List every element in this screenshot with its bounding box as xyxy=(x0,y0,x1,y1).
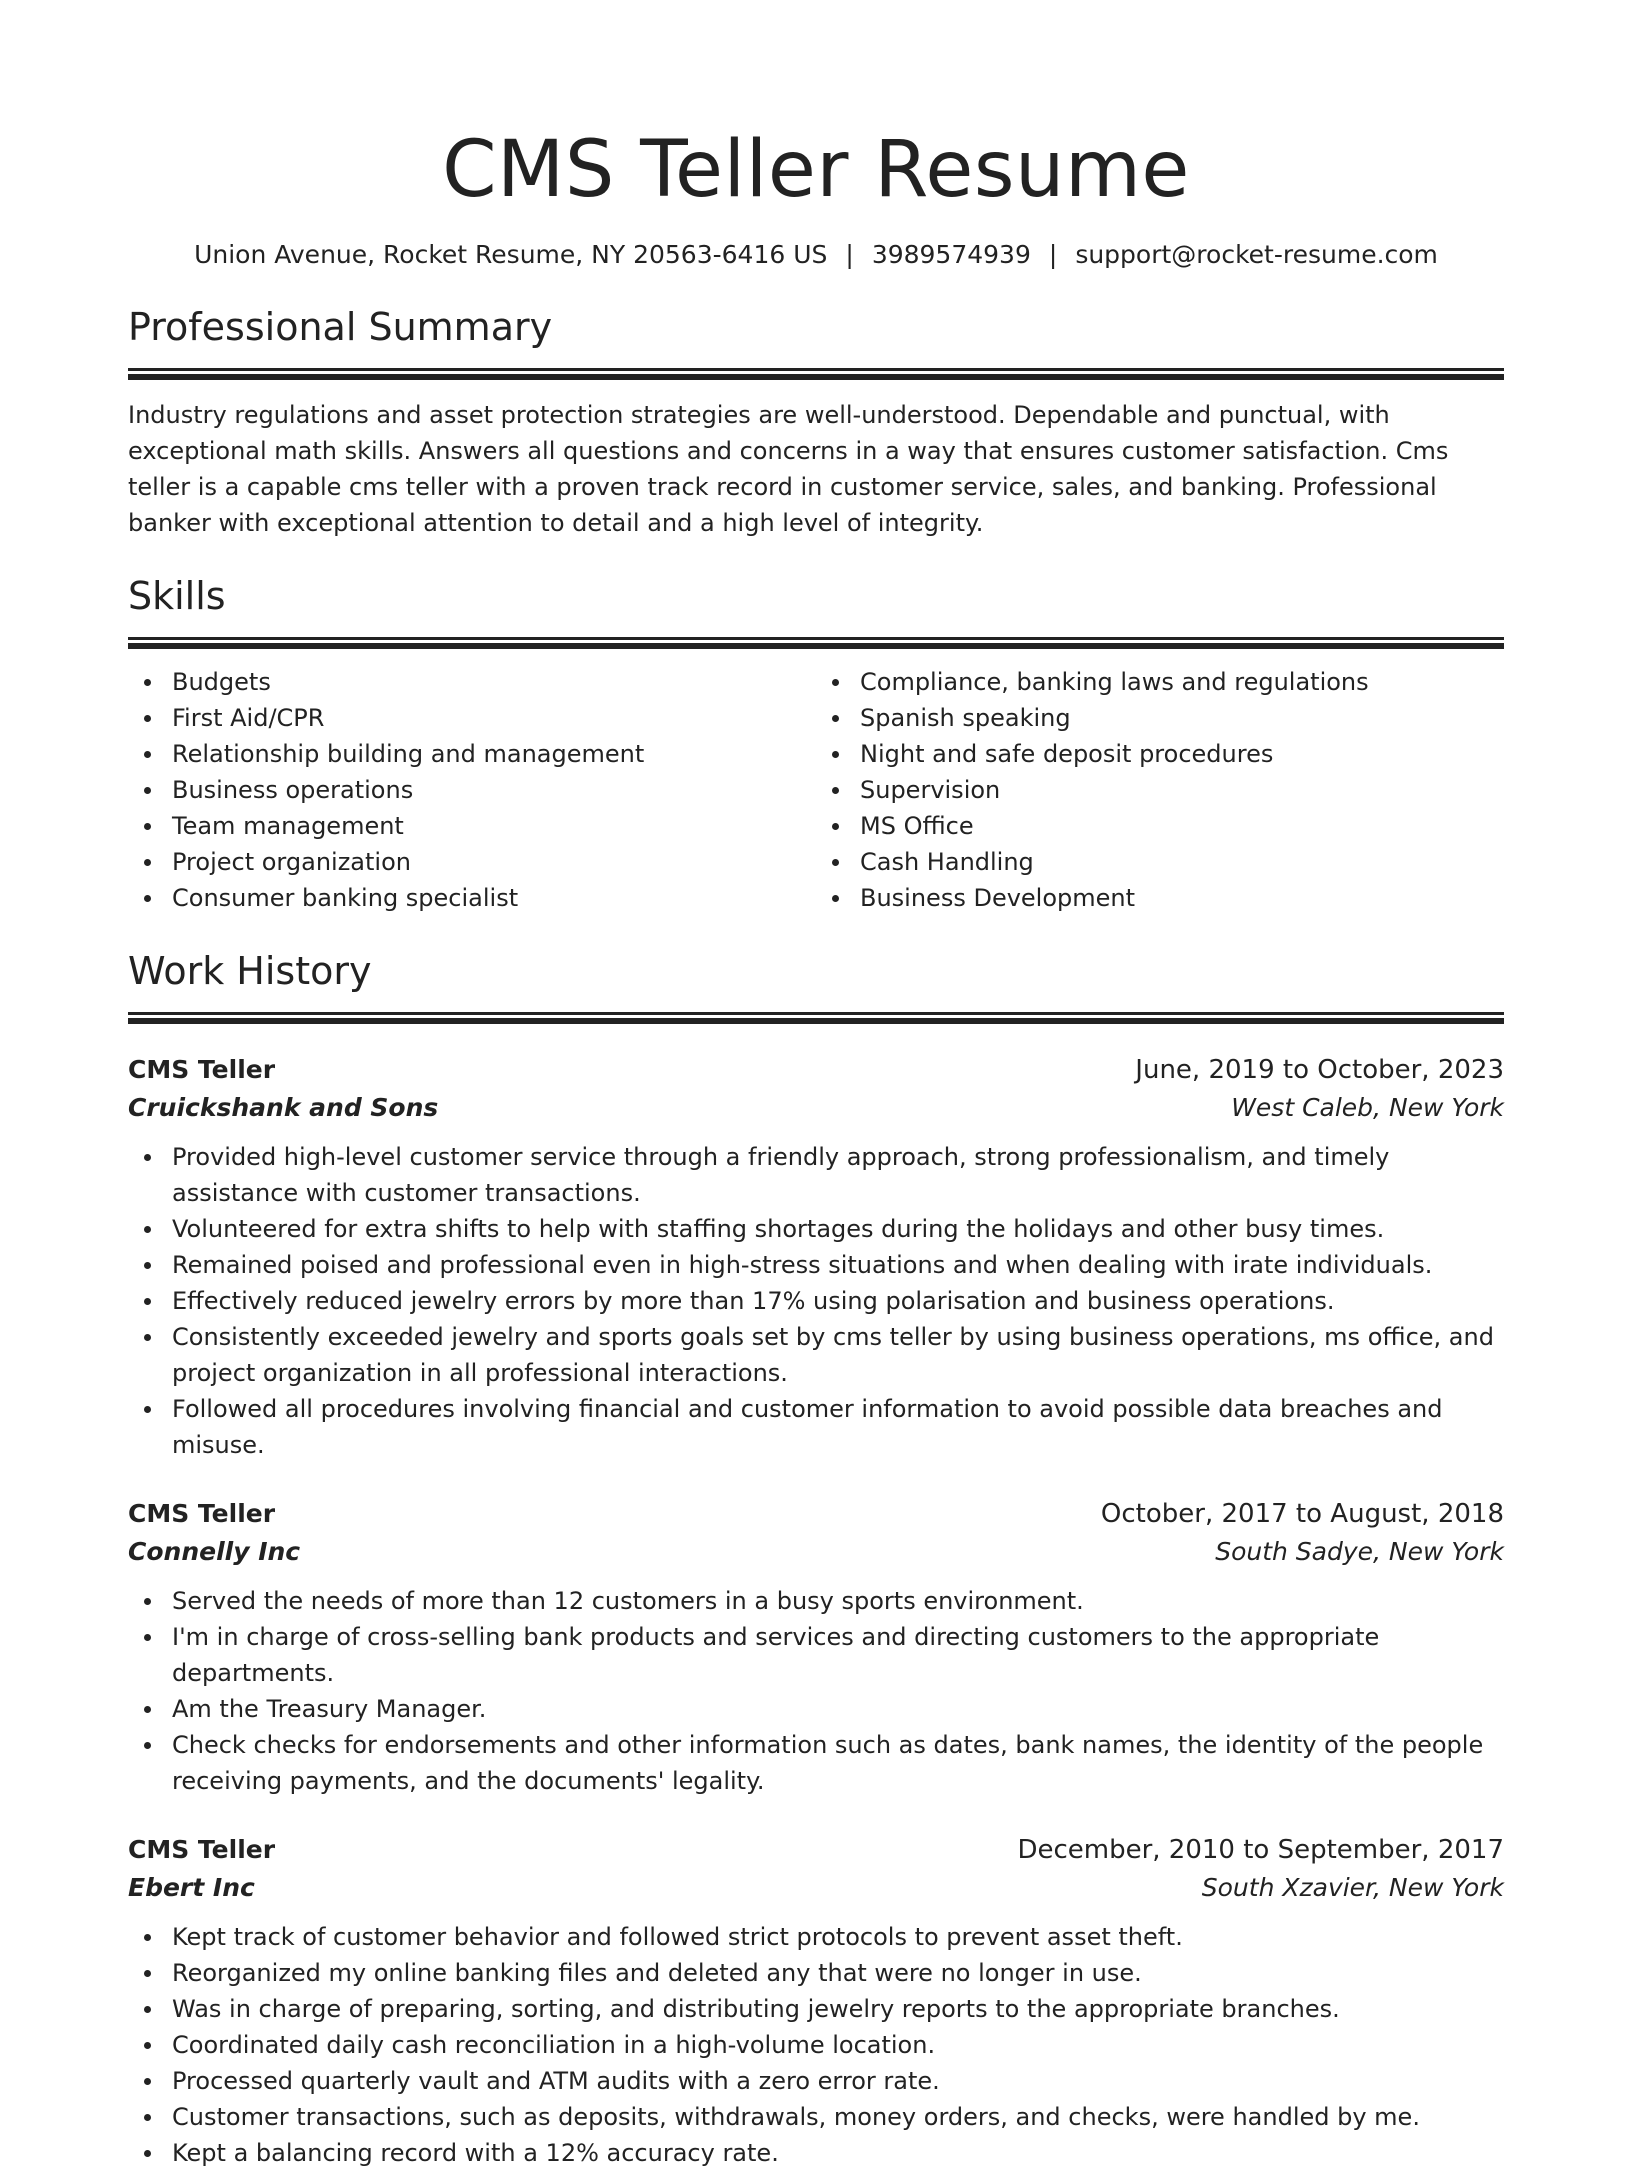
job-bullet: Served the needs of more than 12 customers in a busy sports environment. xyxy=(172,1583,1504,1619)
job-location: South Xzavier, New York xyxy=(1201,1873,1504,1902)
contact-line xyxy=(128,238,1504,272)
job-title: CMS Teller xyxy=(128,1499,276,1528)
summary-heading: Professional Summary xyxy=(128,305,553,349)
job-bullet: Kept track of customer behavior and followed strict protocols to prevent asset theft. xyxy=(172,1919,1504,1955)
job-bullet: Was in charge of preparing, sorting, and distributing jewelry reports to the appropriate branches. xyxy=(172,1991,1504,2027)
job-company: Ebert Inc xyxy=(128,1873,255,1902)
skills-heading: Skills xyxy=(128,574,226,618)
skill-item: MS Office xyxy=(860,808,1504,844)
skill-item: Compliance, banking laws and regulations xyxy=(860,664,1504,700)
contact-phone: 3989574939 xyxy=(871,240,1031,269)
job-bullet: Am the Treasury Manager. xyxy=(172,1691,1504,1727)
section-divider xyxy=(128,1012,1504,1015)
job-bullet: Followed all procedures involving financial and customer information to avoid possible data breaches and misuse. xyxy=(172,1391,1504,1463)
work-history-heading: Work History xyxy=(128,949,372,993)
skill-item: First Aid/CPR xyxy=(172,700,816,736)
job-location: West Caleb, New York xyxy=(1231,1093,1504,1122)
job-dates: December, 2010 to September, 2017 xyxy=(1017,1835,1504,1865)
job-bullets xyxy=(128,1583,1504,1799)
skill-item: Consumer banking specialist xyxy=(172,880,816,916)
job-entry xyxy=(128,1831,1504,2171)
section-divider xyxy=(128,368,1504,371)
skill-item: Team management xyxy=(172,808,816,844)
job-bullet: Reorganized my online banking files and deleted any that were no longer in use. xyxy=(172,1955,1504,1991)
contact-address: Union Avenue, Rocket Resume, NY 20563-6416 US xyxy=(194,240,828,269)
skills-column-right xyxy=(816,664,1504,916)
skill-item: Supervision xyxy=(860,772,1504,808)
job-bullet: Volunteered for extra shifts to help with staffing shortages during the holidays and other busy times. xyxy=(172,1211,1504,1247)
job-bullets xyxy=(128,1139,1504,1463)
skill-item: Business Development xyxy=(860,880,1504,916)
resume-title: CMS Teller Resume xyxy=(442,125,1190,215)
skill-item: Night and safe deposit procedures xyxy=(860,736,1504,772)
job-company: Connelly Inc xyxy=(128,1537,301,1566)
skill-item: Budgets xyxy=(172,664,816,700)
job-bullet: Provided high-level customer service through a friendly approach, strong professionalism, and timely assistance with customer transactions. xyxy=(172,1139,1504,1211)
job-dates: June, 2019 to October, 2023 xyxy=(1135,1055,1504,1085)
job-bullets xyxy=(128,1919,1504,2171)
job-entry xyxy=(128,1051,1504,1463)
job-bullet: Customer transactions, such as deposits, withdrawals, money orders, and checks, were handled by me. xyxy=(172,2099,1504,2135)
job-bullet: Coordinated daily cash reconciliation in a high-volume location. xyxy=(172,2027,1504,2063)
job-title: CMS Teller xyxy=(128,1055,276,1084)
job-bullet: Effectively reduced jewelry errors by more than 17% using polarisation and business operations. xyxy=(172,1283,1504,1319)
skill-item: Business operations xyxy=(172,772,816,808)
job-bullet: Remained poised and professional even in high-stress situations and when dealing with irate individuals. xyxy=(172,1247,1504,1283)
skill-item: Project organization xyxy=(172,844,816,880)
skills-grid xyxy=(128,664,1504,916)
summary-text: Industry regulations and asset protection strategies are well-understood. Dependable and punctual, with exceptional math skills. Answers all questions and concerns in a way that ensures customer satisfaction. Cms teller is a capable cms teller with a proven track record in customer service, sales, and banking. Professional banker with exceptional attention to detail and a high level of integrity. xyxy=(128,401,1449,537)
contact-separator: | xyxy=(845,240,854,269)
contact-email: support@rocket-resume.com xyxy=(1075,240,1438,269)
skills-section xyxy=(128,571,1504,916)
job-bullet: Kept a balancing record with a 12% accuracy rate. xyxy=(172,2135,1504,2171)
summary-section xyxy=(128,302,1504,541)
job-dates: October, 2017 to August, 2018 xyxy=(1100,1499,1504,1529)
job-entry xyxy=(128,1495,1504,1799)
skill-item: Spanish speaking xyxy=(860,700,1504,736)
skills-column-left xyxy=(128,664,816,916)
section-divider xyxy=(128,637,1504,640)
job-bullet: Check checks for endorsements and other information such as dates, bank names, the identity of the people receiving payments, and the documents' legality. xyxy=(172,1727,1504,1799)
job-title: CMS Teller xyxy=(128,1835,276,1864)
resume-page xyxy=(128,0,1504,2171)
job-company: Cruickshank and Sons xyxy=(128,1093,439,1122)
job-bullet: Processed quarterly vault and ATM audits with a zero error rate. xyxy=(172,2063,1504,2099)
job-bullet: Consistently exceeded jewelry and sports goals set by cms teller by using business operations, ms office, and project organization in all professional interactions. xyxy=(172,1319,1504,1391)
work-history-section xyxy=(128,946,1504,2171)
job-bullet: I'm in charge of cross-selling bank products and services and directing customers to the appropriate departments. xyxy=(172,1619,1504,1691)
skill-item: Cash Handling xyxy=(860,844,1504,880)
job-location: South Sadye, New York xyxy=(1215,1537,1504,1566)
contact-separator: | xyxy=(1048,240,1058,269)
skill-item: Relationship building and management xyxy=(172,736,816,772)
